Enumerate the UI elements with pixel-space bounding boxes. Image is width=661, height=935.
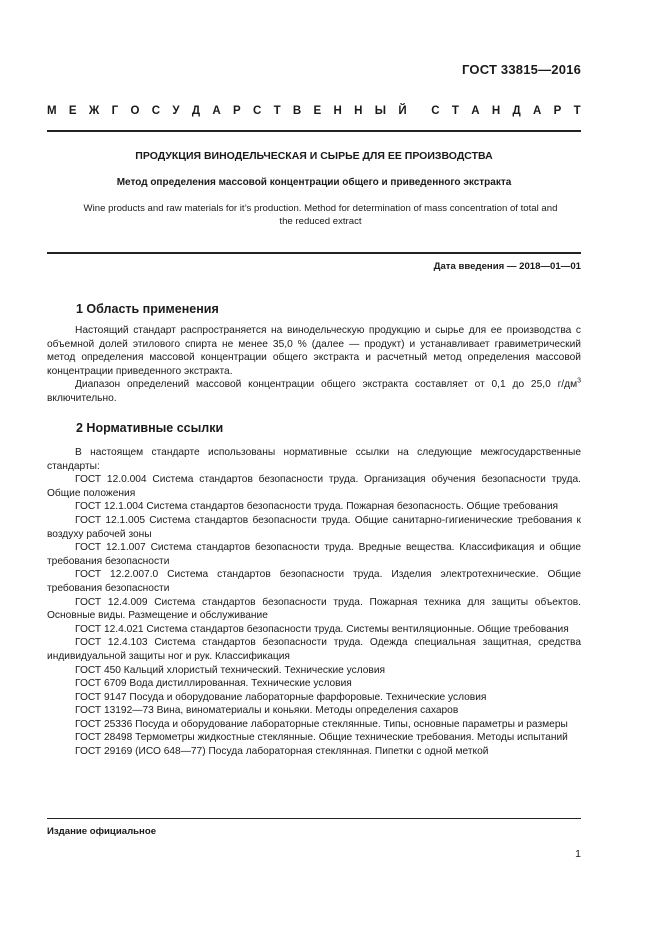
footer-divider bbox=[47, 818, 581, 819]
official-edition-label: Издание официальное bbox=[47, 826, 157, 837]
references-intro: В настоящем стандарте использованы нормативные ссылки на следующие межгосударственные стандарты: bbox=[47, 447, 581, 472]
reference-item: ГОСТ 12.1.004 Система стандартов безопасности труда. Пожарная безопасность. Общие требования bbox=[75, 501, 559, 513]
document-subtitle: Метод определения массовой концентрации общего и приведенного экстракта bbox=[116, 177, 512, 188]
section-heading-scope: 1 Область применения bbox=[76, 302, 219, 316]
reference-item: ГОСТ 12.4.009 Система стандартов безопасности труда. Пожарная техника для защиты объектов. Основные виды. Размещение и обслуживание bbox=[47, 596, 581, 622]
reference-item: ГОСТ 9147 Посуда и оборудование лабораторные фарфоровые. Технические условия bbox=[75, 691, 487, 703]
section-scope-body bbox=[47, 324, 581, 406]
reference-item: ГОСТ 12.4.103 Система стандартов безопасности труда. Одежда специальная защитная, средства индивидуальной защиты ног и рук. Классификация bbox=[47, 637, 581, 662]
reference-item: ГОСТ 28498 Термометры жидкостные стеклянные. Общие технические требования. Методы испытаний bbox=[75, 732, 568, 744]
reference-item: ГОСТ 12.2.007.0 Система стандартов безопасности труда. Изделия электротехнические. Общие требования безопасности bbox=[47, 569, 581, 594]
reference-item: ГОСТ 12.0.004 Система стандартов безопасности труда. Организация обучения безопасности труда. Общие положения bbox=[47, 474, 581, 499]
scope-paragraph: Настоящий стандарт распространяется на винодельческую продукцию и сырье для ее производства с объемной долей этилового спирта не менее 35,0 % (далее — продукт) и устанавливает гравиметрический метод определения массовой концентрации общего экстракта и расчетный метод определения массовой концентрации приведенного экстракта. bbox=[47, 325, 581, 377]
document-title: ПРОДУКЦИЯ ВИНОДЕЛЬЧЕСКАЯ И СЫРЬЕ ДЛЯ ЕЕ ПРОИЗВОДСТВА bbox=[135, 150, 493, 162]
introduction-date: Дата введения — 2018—01—01 bbox=[433, 261, 581, 272]
reference-item: ГОСТ 25336 Посуда и оборудование лабораторные стеклянные. Типы, основные параметры и размеры bbox=[75, 718, 568, 730]
reference-item: ГОСТ 29169 (ИСО 648—77) Посуда лабораторная стеклянная. Пипетки с одной меткой bbox=[75, 746, 489, 758]
gost-code: ГОСТ 33815—2016 bbox=[462, 62, 581, 77]
scope-range-paragraph: Диапазон определений массовой концентрации общего экстракта составляет от 0,1 до 25,0 $г/дм^3$ включительно. bbox=[47, 377, 581, 404]
reference-item: ГОСТ 12.1.007 Система стандартов безопасности труда. Вредные вещества. Классификация и общие требования безопасности bbox=[47, 542, 581, 567]
page-number: 1 bbox=[575, 848, 581, 860]
reference-item: ГОСТ 12.1.005 Система стандартов безопасности труда. Общие санитарно-гигиенические требования к воздуху рабочей зоны bbox=[47, 514, 581, 540]
english-title: Wine products and raw materials for it’s production. Method for determination of mass concentration of total and the reduced extract bbox=[83, 203, 558, 227]
title-divider bbox=[47, 252, 581, 254]
reference-item: ГОСТ 13192—73 Вина, виноматериалы и коньяки. Методы определения сахаров bbox=[75, 705, 459, 717]
reference-item: ГОСТ 12.4.021 Система стандартов безопасности труда. Системы вентиляционные. Общие требования bbox=[75, 623, 569, 635]
reference-item: ГОСТ 450 Кальций хлористый технический. Технические условия bbox=[75, 664, 386, 676]
reference-item: ГОСТ 6709 Вода дистиллированная. Технические условия bbox=[75, 678, 352, 690]
interstate-standard-banner: М Е Ж Г О С У Д А Р С Т В Е Н Н Ы Й С Т А Н Д А Р Т bbox=[47, 105, 581, 117]
section-heading-references: 2 Нормативные ссылки bbox=[76, 421, 224, 435]
normative-references-list bbox=[47, 446, 581, 759]
header-divider bbox=[47, 130, 581, 132]
